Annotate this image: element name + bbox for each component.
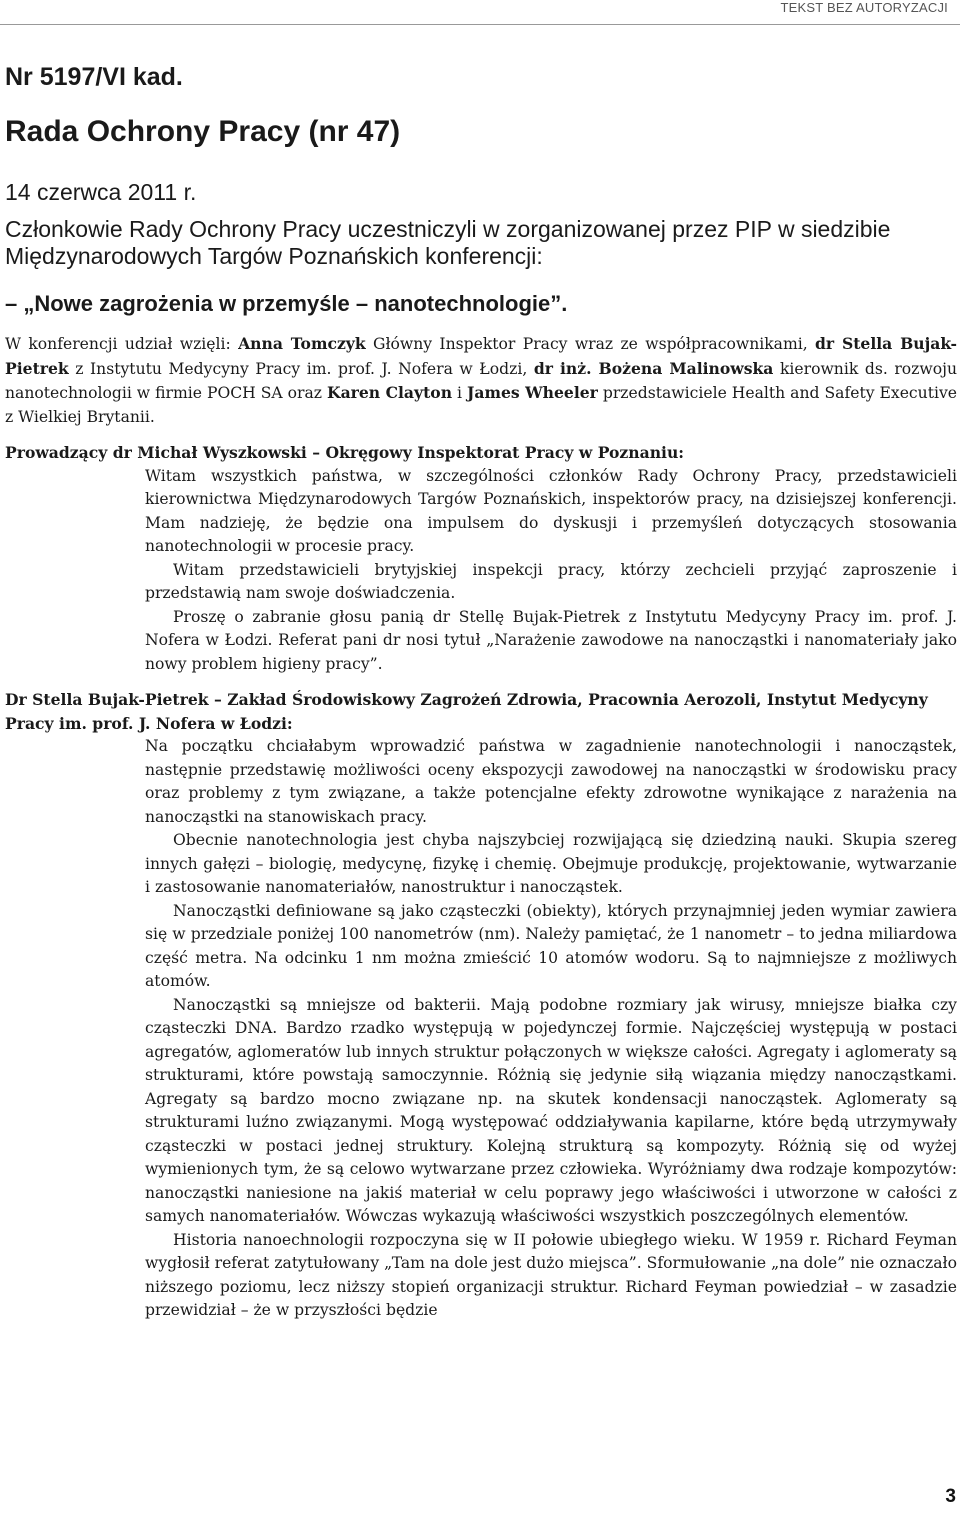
speaker-heading-moderator: Prowadzący dr Michał Wyszkowski – Okręgowy Inspektorat Pracy w Poznaniu: bbox=[5, 443, 685, 462]
speech-moderator bbox=[145, 465, 957, 677]
speech-paragraph: Witam wszystkich państwa, w szczególności członków Rady Ochrony Pracy, przedstawicieli kierownictwa Międzynarodowych Targów Poznańskich, inspektorów pracy, na dzisiejszej konferencji. Mam nadzieję, że będzie ona impulsem do dyskusji i przemyśleń dotyczących stosowania nanotechnologii w procesie pracy. bbox=[145, 466, 957, 555]
document-intro: Członkowie Rady Ochrony Pracy uczestniczyli w zorganizowanej przez PIP w siedzibie Międzynarodowych Targów Poznańskich konferencji: bbox=[5, 216, 891, 269]
participant-name: Anna Tomczyk bbox=[238, 334, 366, 353]
speech-paragraph: Na początku chciałabym wprowadzić państwa w zagadnienie nanotechnologii i nanocząstek, następnie przedstawię możliwości oceny ekspozycji zawodowej na nanocząstki w środowisku pracy oraz problemy z tym związane, a także potencjalne efekty zdrowotne wynikające z narażenia na nanocząstki na stanowiskach pracy. bbox=[145, 737, 957, 826]
speech-paragraph: Obecnie nanotechnologia jest chyba najszybciej rozwijającą się dziedziną nauki. Skupia szereg innych gałęzi – biologię, medycynę, fizykę i chemię. Obejmuje produkcję, projektowanie, wytwarzanie i zastosowanie nanomateriałów, nanostruktur i nanocząstek. bbox=[145, 831, 957, 896]
participant-name: dr inż. Bożena Malinowska bbox=[533, 358, 774, 378]
speaker-heading-bujak-pietrek: Dr Stella Bujak-Pietrek – Zakład Środowiskowy Zagrożeń Zdrowia, Pracownia Aerozoli, Instytut Medycyny Pracy im. prof. J. Nofera w Łodzi: bbox=[5, 690, 928, 733]
speech-bujak-pietrek bbox=[145, 735, 957, 1323]
participants-text: W konferencji udział wzięli: bbox=[5, 335, 239, 353]
participants-text: z Instytutu Medycyny Pracy im. prof. J. Nofera w Łodzi, bbox=[68, 359, 534, 378]
participant-name: Karen Clayton bbox=[327, 383, 453, 402]
document-title: Rada Ochrony Pracy (nr 47) bbox=[5, 115, 401, 148]
document-number: Nr 5197/VI kad. bbox=[5, 63, 183, 91]
participants-paragraph bbox=[5, 332, 957, 429]
speech-paragraph: Historia nanoechnologii rozpoczyna się w II połowie ubiegłego wieku. W 1959 r. Richard Feyman wygłosił referat zatytułowany „Tam na dole jest dużo miejsca”. Sformułowanie „na dole” nie oznaczało niższego poziomu, lecz niższy stopień organizacji struktur. Richard Feyman powiedział – w zasadzie przewidział – że w przyszłości będzie bbox=[145, 1230, 957, 1319]
participants-text: Główny Inspektor Pracy wraz ze współpracownikami, bbox=[365, 335, 816, 353]
header-tag: TEKST BEZ AUTORYZACJI bbox=[780, 0, 948, 15]
speech-paragraph: Witam przedstawicieli brytyjskiej inspekcji pracy, którzy zechcieli przyjąć zaproszenie i przedstawią nam swoje doświadczenia. bbox=[145, 560, 957, 602]
participant-name: James Wheeler bbox=[467, 383, 598, 402]
header-divider bbox=[0, 24, 960, 25]
speech-paragraph: Nanocząstki są mniejsze od bakterii. Mają podobne rozmiary jak wirusy, mniejsze białka czy cząsteczki DNA. Bardzo rzadko występują w pojedynczej formie. Najczęściej występują w postaci agregatów, aglomeratów lub innych struktur połączonych w większe całości. Agregaty i aglomeraty są strukturami, które powstają samoczynnie. Różnią się jedynie siłą wiązania między nanocząstkami. Agregaty są bardzo mocno związane np. na skutek kondensacji nanocząstek. Aglomeraty są strukturami luźno związanymi. Mogą występować oddziaływania kapilarne, które będą utrzymywały cząsteczki w postaci jednej struktury. Kolejną strukturą są kompozyty. Różnią się od wyżej wymienionych tym, że są celowo wytwarzane przez człowieka. Wyróżniamy dwa rodzaje kompozytów: nanocząstki naniesione na jakiś materiał w celu poprawy jego właściwości i utworzone w całości z samych nanomateriałów. Wówczas wykazują właściwości wszystkich poszczególnych elementów. bbox=[145, 995, 957, 1225]
participants-text: i bbox=[452, 384, 467, 402]
speech-paragraph: Nanocząstki definiowane są jako cząsteczki (obiekty), których przynajmniej jeden wymiar zawiera się w przedziale poniżej 100 nanometrów (nm). Należy pamiętać, że 1 nanometr – to jedna miliardowa część metra. Na odcinku 1 nm można zmieścić 10 atomów wodoru. Są to najmniejsze z możliwych atomów. bbox=[145, 901, 957, 990]
participants-text: kierownik ds. rozwoju nanotechnologii w firmie POCH SA oraz bbox=[5, 359, 957, 402]
document-date: 14 czerwca 2011 r. bbox=[5, 179, 197, 205]
speech-paragraph: Proszę o zabranie głosu panią dr Stellę Bujak-Pietrek z Instytutu Medycyny Pracy im. prof. J. Nofera w Łodzi. Referat pani dr nosi tytuł „Narażenie zawodowe na nanocząstki i nanomateriały jako nowy problem higieny pracy”. bbox=[145, 607, 957, 673]
participant-name: dr Stella Bujak-Pietrek bbox=[5, 334, 957, 378]
participants-text: przedstawiciele Health and Safety Executive z Wielkiej Brytanii. bbox=[5, 384, 957, 426]
document-body bbox=[5, 62, 957, 1323]
page-number: 3 bbox=[945, 1486, 956, 1507]
conference-title: – „Nowe zagrożenia w przemyśle – nanotechnologie”. bbox=[5, 291, 568, 316]
